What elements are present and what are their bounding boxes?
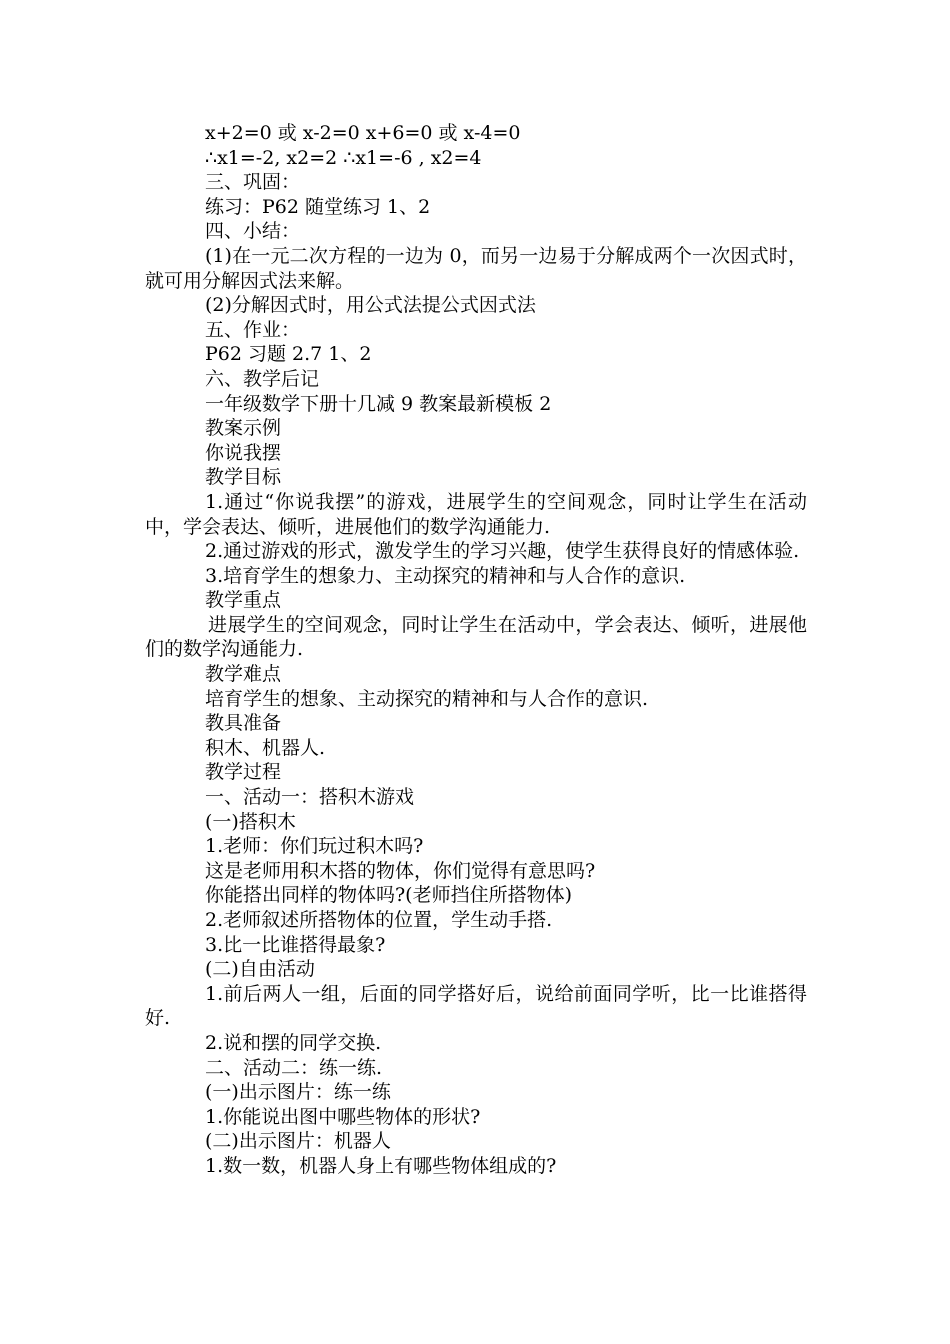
text-line: 教学过程 [205,761,282,784]
text-line: 教学重点 [205,589,282,612]
text-line: 一年级数学下册十几减 9 教案最新模板 2 [205,392,552,415]
text-line: 培育学生的想象、主动探究的精神和与人合作的意识. [205,687,649,710]
text-line: 教学难点 [205,663,282,686]
text-line: 练习：P62 随堂练习 1、2 [205,195,431,218]
paragraph: 1.前后两人一组，后面的同学搭好后，说给前面同学听，比一比谁搭得好. [145,982,807,1030]
text-line: 3.培育学生的想象力、主动探究的精神和与人合作的意识. [205,564,686,587]
paragraph: (1)在一元二次方程的一边为 0，而另一边易于分解成两个一次因式时，就可用分解因式法来解。 [145,244,807,292]
text-line: 1.老师：你们玩过积木吗? [205,835,424,858]
paragraph: 2.通过游戏的形式，激发学生的学习兴趣，使学生获得良好的情感体验. [205,540,800,563]
paragraph: 进展学生的空间观念，同时让学生在活动中，学会表达、倾听，进展他们的数学沟通能力. [145,613,807,661]
text-line: (一)出示图片：练一练 [205,1081,391,1104]
text-line: 1.你能说出图中哪些物体的形状? [205,1105,481,1128]
text-line: x+2=0 或 x-2=0 x+6=0 或 x-4=0 [205,122,521,144]
text-line: (二)出示图片：机器人 [205,1130,391,1153]
text-line: 一、活动一：搭积木游戏 [205,786,415,809]
text-line: 这是老师用积木搭的物体，你们觉得有意思吗? [205,859,596,882]
document-body [145,121,807,1179]
text-line: 五、作业： [205,318,301,341]
text-line: (一)搭积木 [205,810,296,833]
text-line: 三、巩固： [205,171,301,194]
text-line: 2.老师叙述所搭物体的位置，学生动手搭. [205,909,553,931]
paragraph: 1.通过“你说我摆”的游戏，进展学生的空间观念，同时让学生在活动中，学会表达、倾听，进展他们的数学沟通能力. [145,490,807,538]
text-line: (2)分解因式时，用公式法提公式因式法 [205,294,536,317]
text-line: ∴x1=-2, x2=2 ∴x1=-6 , x2=4 [205,146,482,169]
text-line: 教具准备 [205,712,282,735]
text-line: 六、教学后记 [205,367,320,390]
text-line: 教案示例 [205,417,282,440]
text-line: 3.比一比谁搭得最象? [205,933,386,956]
text-line: 2.说和摆的同学交换. [205,1031,382,1054]
text-line: 二、活动二：练一练. [205,1056,383,1079]
text-line: 你说我摆 [205,441,282,464]
text-line: 你能搭出同样的物体吗?(老师挡住所搭物体) [205,884,573,907]
text-line: (二)自由活动 [205,958,315,981]
text-line: 教学目标 [205,466,282,489]
text-line: 1.数一数，机器人身上有哪些物体组成的? [205,1154,557,1177]
text-line: 积木、机器人. [205,736,326,759]
text-line: 四、小结： [205,220,301,243]
text-line: P62 习题 2.7 1、2 [205,343,372,366]
